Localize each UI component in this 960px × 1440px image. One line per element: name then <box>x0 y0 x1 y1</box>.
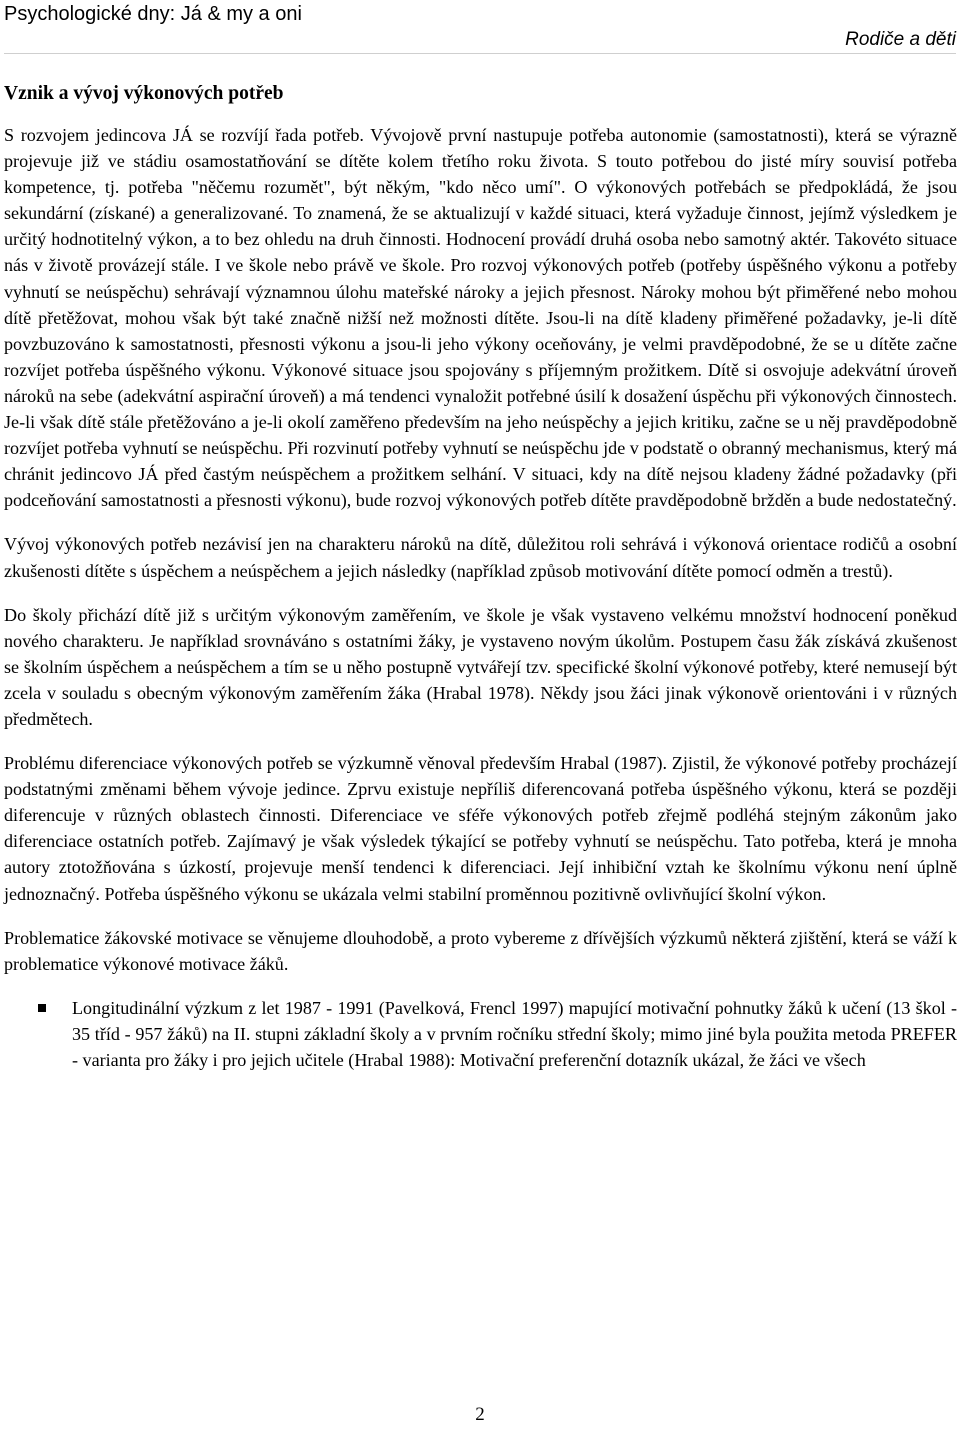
section-title: Rodiče a děti <box>845 29 956 50</box>
bullet-text: Longitudinální výzkum z let 1987 - 1991 (Pavelková, Frencl 1997) mapující motivační pohnutky žáků k učení (13 škol - 35 tříd - 957 žáků) na II. stupni základní školy a v prvním ročníku střední školy; mimo jiné byla použita metoda PREFER - varianta pro žáky i pro jejich učitele (Hrabal 1988): Motivační preferenční dotazník ukázal, že žáci ve všech <box>72 997 957 1070</box>
article-body <box>4 82 957 1073</box>
header-divider <box>4 53 956 54</box>
journal-title: Psychologické dny: Já & my a oni <box>4 3 302 25</box>
paragraph-3: Do školy přichází dítě již s určitým výkonovým zaměřením, ve škole je však vystaveno velkému množství hodnocení poněkud nového charakteru. Je například srovnáváno s ostatními žáky, je vystaveno novým úkolům. Postupem času žák získává zkušenost se školním úspěchem a neúspěchem a tím se u něho postupně vytvářejí tzv. specifické školní výkonové potřeby, které nemusejí být zcela v souladu s obecným výkonovým zaměřením žáka (Hrabal 1978). Někdy jsou žáci jinak výkonově orientováni i v různých předmětech. <box>4 604 957 729</box>
paragraph-5: Problematice žákovské motivace se věnujeme dlouhodobě, a proto vybereme z dřívějších výzkumů některá zjištění, která se váží k problematice výkonové motivace žáků. <box>4 927 957 974</box>
square-bullet-icon <box>38 1004 46 1012</box>
bullet-item <box>4 995 957 1073</box>
paragraph-4: Problému diferenciace výkonových potřeb se výzkumně věnoval především Hrabal (1987). Zjistil, že výkonové potřeby procházejí podstatnými změnami během vývoje jedince. Zprvu existuje nepříliš diferencovaná potřeba úspěšného výkonu, která se později diferencuje v různých oblastech činnosti. Diferenciace ve sféře výkonových potřeb zřejmě podléhá stejným zákonům jako diferenciace ostatních potřeb. Zajímavý je však výsledek týkající se potřeby vyhnutí se neúspěchu. Tato potřeba, která je mnoha autory ztotožňována s úzkostí, projevuje menší tendenci k diferenciaci. Její inhibiční vztah ke školnímu výkonu není úplně jednoznačný. Potřeba úspěšného výkonu se ukázala velmi stabilní proměnnou pozitivně ovlivňující školní výkon. <box>4 753 957 904</box>
running-header <box>4 2 956 52</box>
article-heading: Vznik a vývoj výkonových potřeb <box>4 83 284 104</box>
paragraph-1: S rozvojem jedincova JÁ se rozvíjí řada potřeb. Vývojově první nastupuje potřeba autonomie (samostatnosti), která se výrazně projevuje již ve stádiu osamostatňování se dítěte kolem třetího roku života. S touto potřebou do jisté míry souvisí potřeba kompetence, tj. potřeba "něčemu rozumět", být někým, "kdo něco umí". O výkonových potřebách se předpokládá, že jsou sekundární (získané) a generalizované. To znamená, že se aktualizují v každé situaci, která vyžaduje činnost, jejímž výsledkem je určitý hodnotitelný výkon, a to bez ohledu na druh činnosti. Hodnocení provádí druhá osoba nebo samotný aktér. Takovéto situace nás v životě provázejí stále. I ve škole nebo právě ve škole. Pro rozvoj výkonových potřeb (potřeby úspěšného výkonu a potřeby vyhnutí se neúspěchu) sehrávají významnou úlohu mateřské nároky a jejich přesnost. Nároky mohou být přiměřené nebo mohou dítě přetěžovat, mohou však být také značně nižší než možnosti dítěte. Jsou-li na dítě kladeny přiměřené požadavky, je-li dítě povzbuzováno k samostatnosti, přesnosti výkonu a jsou-li jeho výkony oceňovány, je velmi pravděpodobné, že se u dítěte začne rozvíjet potřeba úspěšného výkonu. Výkonové situace jsou spojovány s příjemným prožitkem. Dítě si osvojuje adekvátní úroveň nároků na sebe (adekvátní aspirační úroveň) a má tendenci vynaložit potřebné úsilí k dosažení úspěchu při výkonových činnostech. Je-li však dítě stále přetěžováno a je-li okolí zaměřeno především na jeho neúspěchy a jejich kritiku, začne se u něj pravděpodobně rozvíjet potřeba vyhnutí se neúspěchu. Při rozvinutí potřeby vyhnutí se neúspěchu jde v podstatě o obranný mechanismus, který má chránit jedincovo JÁ před častým neúspěchem a prožitkem selhání. V situaci, kdy na dítě nejsou kladeny žádné požadavky (při podceňování samostatnosti a přesnosti výkonu), bude rozvoj výkonových potřeb dítěte pravděpodobně bržděn a bude nedostatečný. <box>4 125 957 511</box>
page-number: 2 <box>475 1404 485 1425</box>
bullet-list <box>4 995 957 1073</box>
paragraph-2: Vývoj výkonových potřeb nezávisí jen na charakteru nároků na dítě, důležitou roli sehrává i výkonová orientace rodičů a osobní zkušenosti dítěte s úspěchem a neúspěchem a jejich následky (například způsob motivování dítěte pomocí odměn a trestů). <box>4 534 957 581</box>
